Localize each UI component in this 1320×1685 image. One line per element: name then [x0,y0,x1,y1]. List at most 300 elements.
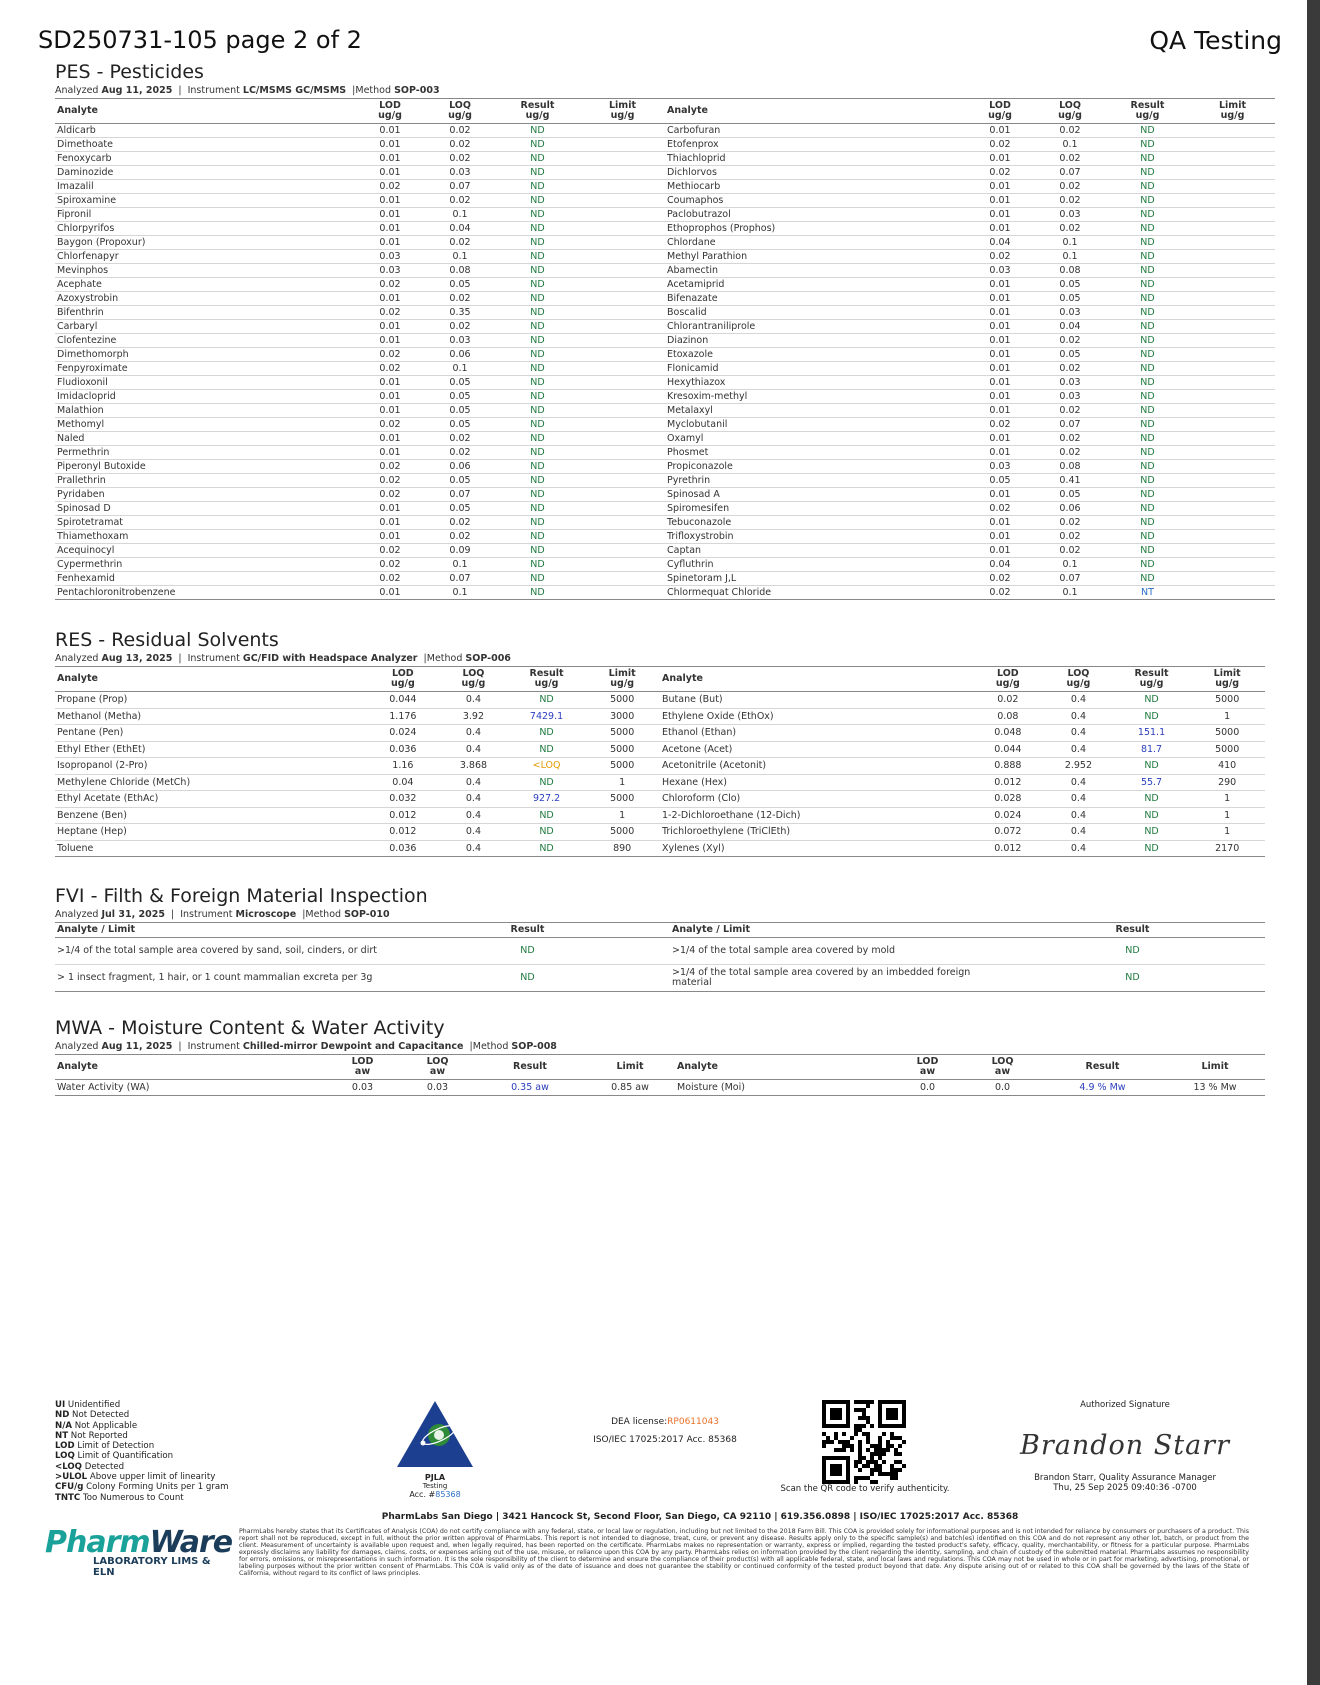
pes-cell [580,292,665,306]
res-cell: 0.4 [1043,840,1114,857]
pes-cell: Abamectin [665,264,965,278]
pes-cell: 0.01 [355,390,425,404]
pes-cell: 0.1 [1035,138,1105,152]
signature-block [1010,1400,1240,1493]
res-cell: 0.012 [973,774,1044,791]
pes-cell: 0.04 [965,236,1035,250]
pes-cell [1190,194,1275,208]
dea-license: DEA license:RP0611043 [611,1417,719,1427]
pes-cell [580,250,665,264]
pes-cell [1190,516,1275,530]
pes-cell: ND [495,474,580,488]
pes-cell: 0.35 [425,306,495,320]
pes-cell: 0.01 [965,446,1035,460]
pes-cell: Etofenprox [665,138,965,152]
pes-cell: Spiromesifen [665,502,965,516]
pes-cell: ND [495,376,580,390]
pes-cell: ND [1105,572,1190,586]
pes-cell: ND [495,390,580,404]
pes-cell: ND [495,432,580,446]
res-cell: 0.012 [973,840,1044,857]
fvi-cell: > 1 insect fragment, 1 hair, or 1 count mammalian excreta per 3g [55,965,385,992]
pes-cell: 0.01 [355,432,425,446]
pes-col-header: LOQ ug/g [425,99,495,124]
pes-cell [580,502,665,516]
pes-table-row [55,502,1275,516]
pes-cell: 0.1 [425,250,495,264]
pes-cell: ND [495,180,580,194]
res-cell: 0.4 [1043,741,1114,758]
fvi-cell: >1/4 of the total sample area covered by mold [670,938,1000,965]
res-cell: Hexane (Hex) [660,774,973,791]
res-cell: 0.036 [368,741,439,758]
pes-cell: 0.02 [1035,124,1105,138]
pes-cell: Thiamethoxam [55,530,355,544]
res-cell: 290 [1189,774,1265,791]
pes-cell: ND [1105,516,1190,530]
pes-cell: 0.02 [425,432,495,446]
res-cell: ND [1114,692,1190,709]
pes-cell: 0.05 [425,502,495,516]
pes-col-header: Analyte [55,99,355,124]
abbreviation-legend [55,1400,229,1503]
pes-cell [1190,320,1275,334]
pes-cell: Methiocarb [665,180,965,194]
res-cell: 3.868 [438,758,509,775]
pjla-sub: Testing [422,1482,448,1490]
pes-cell [580,376,665,390]
pes-cell: Chlordane [665,236,965,250]
pes-cell: Etoxazole [665,348,965,362]
pes-cell: 0.07 [1035,166,1105,180]
pes-cell: 0.01 [965,194,1035,208]
res-cell: 7429.1 [509,708,585,725]
legend-item: UI Unidentified [55,1400,121,1410]
pes-cell [1190,362,1275,376]
pes-cell: 0.01 [965,278,1035,292]
pes-cell: ND [495,278,580,292]
res-cell: 0.4 [438,791,509,808]
res-cell: 0.044 [973,741,1044,758]
pes-cell: Fenoxycarb [55,152,355,166]
pes-cell: Daminozide [55,166,355,180]
pes-cell: 0.05 [1035,488,1105,502]
pes-table-row [55,334,1275,348]
verification-qr-code[interactable] [822,1400,906,1488]
pes-cell: 0.01 [965,334,1035,348]
legend-item: LOD Limit of Detection [55,1441,155,1452]
res-cell: 1 [1189,708,1265,725]
pes-col-header: LOD ug/g [965,99,1035,124]
pes-cell: 0.09 [425,544,495,558]
pes-cell: ND [495,572,580,586]
pes-cell: 0.05 [425,404,495,418]
pes-cell: Ethoprophos (Prophos) [665,222,965,236]
res-cell: 0.4 [1043,807,1114,824]
pes-cell [1190,390,1275,404]
pes-cell: Clofentezine [55,334,355,348]
pes-table-row [55,320,1275,334]
pes-col-header: Result ug/g [495,99,580,124]
legend-item: NT Not Reported [55,1430,128,1441]
pes-cell [580,194,665,208]
pes-cell: Oxamyl [665,432,965,446]
pes-cell: 0.02 [1035,516,1105,530]
pes-cell [1190,460,1275,474]
mwa-cell: 0.0 [965,1080,1040,1096]
pes-cell: ND [1105,250,1190,264]
res-cell: 0.4 [438,824,509,841]
pes-cell: Fenpyroximate [55,362,355,376]
pes-cell: 0.02 [355,460,425,474]
res-cell: 0.08 [973,708,1044,725]
fvi-table-row [55,965,1265,992]
pes-meta: Analyzed Aug 11, 2025 | Instrument LC/MSMS GC/MSMS |Method SOP-003 [55,85,440,96]
legend-item: N/A Not Applicable [55,1420,138,1431]
pes-cell: ND [1105,502,1190,516]
pes-table-row [55,124,1275,138]
pes-cell [580,404,665,418]
pes-cell: 0.1 [1035,236,1105,250]
res-table-row [55,692,1265,709]
mwa-col-header: Result [475,1055,585,1080]
pes-cell: 0.01 [965,348,1035,362]
res-cell: Heptane (Hep) [55,824,368,841]
mwa-meta: Analyzed Aug 11, 2025 | Instrument Chilled-mirror Dewpoint and Capacitance |Method SOP-008 [55,1041,557,1052]
pes-cell: 0.01 [355,222,425,236]
pes-cell: ND [495,208,580,222]
pes-table-row [55,264,1275,278]
pes-title: PES - Pesticides [55,61,204,83]
pes-cell [1190,222,1275,236]
pes-cell: ND [1105,460,1190,474]
mwa-title: MWA - Moisture Content & Water Activity [55,1017,445,1039]
pes-cell: 0.01 [355,138,425,152]
res-cell: Pentane (Pen) [55,725,368,742]
res-col-header: Analyte [660,667,973,692]
lab-name: QA Testing [1149,26,1282,55]
pes-cell [1190,572,1275,586]
res-col-header: LOQ ug/g [1043,667,1114,692]
pes-cell [1190,530,1275,544]
fvi-meta: Analyzed Jul 31, 2025 | Instrument Microscope |Method SOP-010 [55,909,390,920]
pes-table-row [55,390,1275,404]
pes-table-row [55,222,1275,236]
pes-table-row [55,236,1275,250]
pes-cell: 0.01 [355,208,425,222]
pes-cell: ND [1105,292,1190,306]
pes-table-row [55,404,1275,418]
qr-code-icon [822,1400,906,1484]
pes-cell [580,236,665,250]
res-cell: ND [509,824,585,841]
pes-cell: 0.02 [355,558,425,572]
pes-cell: 0.01 [965,544,1035,558]
pes-cell: Acequinocyl [55,544,355,558]
pes-cell [1190,152,1275,166]
pes-cell: Spiroxamine [55,194,355,208]
res-table-row [55,725,1265,742]
pes-cell: ND [1105,474,1190,488]
handwritten-signature: Brandon Starr [1019,1430,1230,1461]
pes-cell: Hexythiazox [665,376,965,390]
pes-cell [580,222,665,236]
pes-cell [1190,180,1275,194]
pes-cell: 0.02 [425,152,495,166]
mwa-col-header: LOD aw [325,1055,400,1080]
pes-cell: 0.01 [965,306,1035,320]
pes-cell: Malathion [55,404,355,418]
pes-cell: 0.41 [1035,474,1105,488]
pes-cell: ND [1105,222,1190,236]
mwa-cell: Water Activity (WA) [55,1080,325,1096]
res-cell: ND [509,840,585,857]
res-cell: 0.4 [438,725,509,742]
mwa-cell: Moisture (Moi) [675,1080,890,1096]
pes-table-row [55,208,1275,222]
res-table-row [55,708,1265,725]
fvi-col-header: Analyte / Limit [670,923,1000,938]
pes-cell: 0.01 [355,334,425,348]
pes-cell: 0.02 [425,446,495,460]
res-section [55,629,1265,857]
pes-table-row [55,292,1275,306]
pes-cell: 0.1 [1035,250,1105,264]
pes-cell: 0.01 [355,404,425,418]
pes-cell: ND [495,544,580,558]
pes-cell: 0.01 [965,222,1035,236]
lab-address: PharmLabs San Diego | 3421 Hancock St, Second Floor, San Diego, CA 92110 | 619.356.0898 | ISO/IEC 17025:2017 Acc. 85368 [381,1512,1019,1522]
res-cell: Methanol (Metha) [55,708,368,725]
pes-cell: 0.01 [355,124,425,138]
pes-table-row [55,558,1275,572]
pes-cell: Boscalid [665,306,965,320]
pes-cell [580,558,665,572]
pes-table-row [55,572,1275,586]
pes-cell: ND [495,418,580,432]
legend-item: >ULOL Above upper limit of linearity [55,1472,216,1483]
res-cell: 3.92 [438,708,509,725]
mwa-section [55,1017,1265,1096]
pes-cell [580,446,665,460]
pes-cell: 0.02 [1035,334,1105,348]
pes-cell: ND [495,558,580,572]
res-cell: 0.4 [438,774,509,791]
pes-cell: 0.03 [355,250,425,264]
pes-cell: 0.1 [1035,586,1105,600]
pes-cell: Trifloxystrobin [665,530,965,544]
res-cell: Methylene Chloride (MetCh) [55,774,368,791]
res-cell: <LOQ [509,758,585,775]
res-cell: 5000 [584,791,660,808]
pes-cell: Cypermethrin [55,558,355,572]
pes-cell: Spinosad A [665,488,965,502]
pes-cell: 0.02 [1035,544,1105,558]
pes-cell [1190,558,1275,572]
pes-cell: 0.02 [425,236,495,250]
pes-cell: ND [1105,446,1190,460]
pes-cell: Acephate [55,278,355,292]
res-col-header: Result ug/g [509,667,585,692]
res-cell: 0.4 [438,692,509,709]
signature-date: Thu, 25 Sep 2025 09:40:36 -0700 [1053,1483,1197,1493]
pes-cell: 0.01 [355,376,425,390]
fvi-table [55,922,1265,992]
pes-cell [580,278,665,292]
pes-cell: 0.03 [965,460,1035,474]
license-block [560,1413,770,1449]
pes-cell: 0.02 [425,530,495,544]
pes-cell: Propiconazole [665,460,965,474]
pes-cell [1190,236,1275,250]
pes-cell: ND [495,222,580,236]
pes-cell: ND [1105,166,1190,180]
pes-cell: 0.02 [355,488,425,502]
pes-table [55,98,1275,600]
pes-cell: 0.02 [425,320,495,334]
pes-cell: ND [495,488,580,502]
pes-cell: NT [1105,586,1190,600]
pes-cell: ND [1105,138,1190,152]
legend-item: <LOQ Detected [55,1461,125,1472]
pes-cell: Fludioxonil [55,376,355,390]
pes-cell: 0.01 [965,124,1035,138]
pes-cell: 0.07 [425,488,495,502]
res-table [55,666,1265,857]
pes-cell: ND [1105,236,1190,250]
pes-cell: 0.08 [1035,460,1105,474]
mwa-cell: 0.0 [890,1080,965,1096]
pes-cell: 0.02 [965,572,1035,586]
res-cell: 3000 [584,708,660,725]
pes-cell: ND [495,530,580,544]
res-cell: 1 [1189,791,1265,808]
pes-cell: Fipronil [55,208,355,222]
res-cell: Propane (Prop) [55,692,368,709]
pes-col-header: LOQ ug/g [1035,99,1105,124]
pes-cell: Pyrethrin [665,474,965,488]
pes-cell: 0.01 [965,530,1035,544]
res-cell: 0.012 [368,824,439,841]
res-cell: Chloroform (Clo) [660,791,973,808]
pes-cell: 0.01 [965,376,1035,390]
pes-cell: ND [495,460,580,474]
res-cell: Acetone (Acet) [660,741,973,758]
pes-cell: ND [495,502,580,516]
pes-cell: ND [495,166,580,180]
pes-cell: 0.02 [965,418,1035,432]
pes-cell: 0.04 [425,222,495,236]
pes-cell: ND [1105,376,1190,390]
res-cell: 55.7 [1114,774,1190,791]
res-cell: ND [1114,708,1190,725]
pes-cell: ND [495,152,580,166]
res-cell: 1 [1189,807,1265,824]
pes-cell: 0.03 [425,334,495,348]
legend-item: LOQ Limit of Quantification [55,1451,174,1462]
pes-cell: ND [495,362,580,376]
pes-table-row [55,278,1275,292]
res-col-header: LOD ug/g [368,667,439,692]
res-col-header: LOD ug/g [973,667,1044,692]
res-cell: ND [1114,791,1190,808]
pes-cell: 0.02 [355,418,425,432]
pes-table-row [55,306,1275,320]
pes-cell: 0.06 [425,348,495,362]
mwa-table [55,1054,1265,1096]
pes-cell [580,124,665,138]
pes-cell: ND [1105,264,1190,278]
pes-table-row [55,180,1275,194]
pes-col-header: Result ug/g [1105,99,1190,124]
pes-cell: ND [495,124,580,138]
mwa-table-row [55,1080,1265,1096]
pes-cell: 0.05 [425,376,495,390]
pes-cell: 0.01 [355,502,425,516]
fvi-table-row [55,938,1265,965]
pes-cell: 0.05 [425,278,495,292]
pes-cell: Chlorpyrifos [55,222,355,236]
signature-label: Authorized Signature [1080,1400,1170,1410]
pes-cell: Dichlorvos [665,166,965,180]
pes-cell: 0.1 [1035,558,1105,572]
res-table-row [55,824,1265,841]
res-cell: 0.072 [973,824,1044,841]
pes-cell: 0.02 [425,138,495,152]
pes-cell: Tebuconazole [665,516,965,530]
pes-cell: Prallethrin [55,474,355,488]
res-cell: ND [1114,807,1190,824]
pes-cell [1190,544,1275,558]
pes-cell: ND [1105,390,1190,404]
pes-cell: Dimethomorph [55,348,355,362]
res-cell: 0.888 [973,758,1044,775]
pes-cell: 0.01 [355,152,425,166]
pes-cell [1190,376,1275,390]
res-cell: ND [509,807,585,824]
fvi-cell: ND [385,938,670,965]
pes-cell: 0.01 [965,362,1035,376]
pes-cell: 0.02 [1035,530,1105,544]
res-cell: ND [1114,758,1190,775]
pes-cell: 0.01 [355,446,425,460]
pes-cell: ND [1105,208,1190,222]
pes-cell: ND [495,516,580,530]
mwa-cell: 0.03 [400,1080,475,1096]
pes-cell: 0.03 [425,166,495,180]
pes-cell: 0.02 [965,502,1035,516]
res-cell: Ethyl Ether (EthEt) [55,741,368,758]
pes-cell: Bifenazate [665,292,965,306]
pes-cell: 0.05 [1035,348,1105,362]
res-cell: Xylenes (Xyl) [660,840,973,857]
pes-cell [1190,124,1275,138]
res-table-row [55,791,1265,808]
legend-item: ND Not Detected [55,1410,130,1421]
iso-accreditation: ISO/IEC 17025:2017 Acc. 85368 [593,1435,737,1445]
pes-cell: 0.02 [1035,446,1105,460]
pes-cell: 0.03 [1035,390,1105,404]
pjla-acc-link[interactable]: 85368 [435,1490,461,1499]
pes-cell: 0.07 [425,572,495,586]
pes-cell: Chlormequat Chloride [665,586,965,600]
res-col-header: Limit ug/g [1189,667,1265,692]
pes-cell: 0.01 [965,516,1035,530]
mwa-col-header: Limit [1165,1055,1265,1080]
pes-cell: ND [495,306,580,320]
pes-table-row [55,516,1275,530]
pes-cell: ND [495,334,580,348]
